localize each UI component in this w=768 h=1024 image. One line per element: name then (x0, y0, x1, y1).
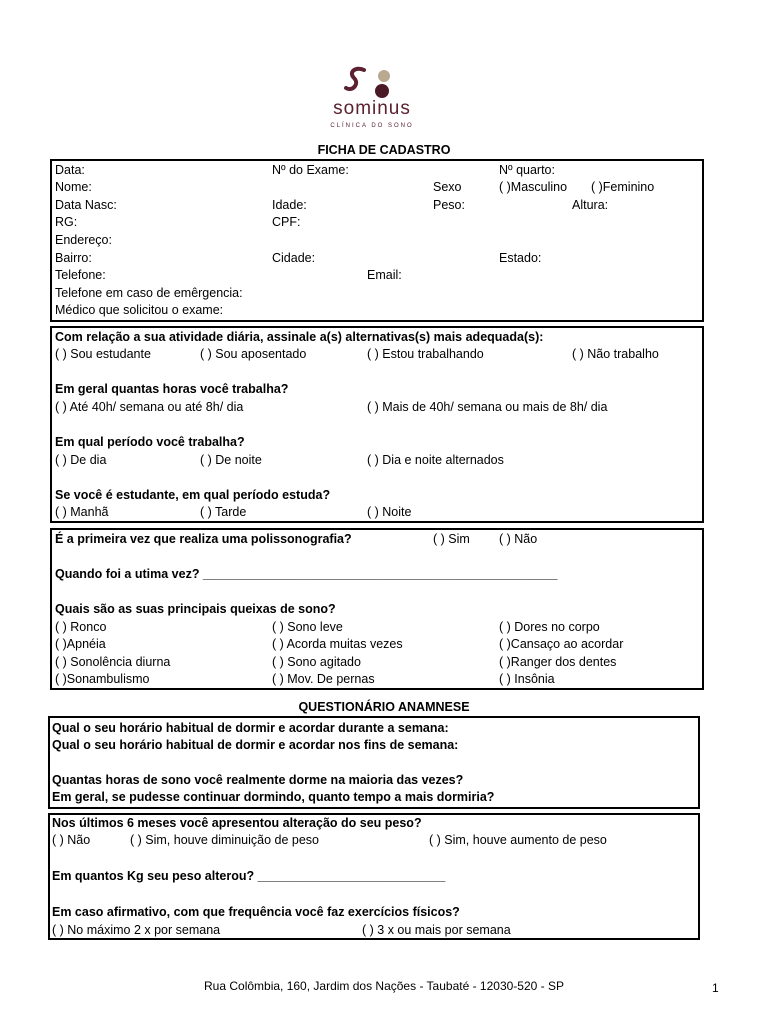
option-sonolencia[interactable]: ( ) Sonolência diurna (55, 655, 171, 669)
option-ate-40h[interactable]: ( ) Até 40h/ semana ou até 8h/ dia (55, 400, 244, 414)
option-ronco[interactable]: ( ) Ronco (55, 620, 107, 634)
last-time-field[interactable]: Quando foi a utima vez? ___________________________________________________ (55, 567, 558, 581)
logo-name: sominus (333, 98, 411, 119)
sleep-hours-question[interactable]: Quantas horas de sono você realmente dorme na maioria das vezes? (52, 773, 464, 787)
field-rg[interactable]: RG: (55, 215, 78, 229)
option-cansaco[interactable]: ( )Cansaço ao acordar (499, 637, 624, 651)
field-sexo: Sexo (433, 180, 462, 194)
study-period-question: Se você é estudante, em qual período estuda? (55, 488, 331, 502)
field-endereco[interactable]: Endereço: (55, 233, 112, 247)
hours-question: Em geral quantas horas você trabalha? (55, 382, 289, 396)
clinic-logo (312, 62, 432, 136)
exercise-question: Em caso afirmativo, com que frequência você faz exercícios físicos? (52, 905, 460, 919)
option-trabalhando[interactable]: ( ) Estou trabalhando (367, 347, 484, 361)
page-number: 1 (712, 981, 719, 995)
option-tarde[interactable]: ( ) Tarde (200, 505, 247, 519)
option-ranger[interactable]: ( )Ranger dos dentes (499, 655, 617, 669)
form-title: FICHA DE CADASTRO (317, 143, 451, 157)
option-estudante[interactable]: ( ) Sou estudante (55, 347, 151, 361)
field-bairro[interactable]: Bairro: (55, 251, 92, 265)
option-mais-40h[interactable]: ( ) Mais de 40h/ semana ou mais de 8h/ dia (367, 400, 608, 414)
option-insonia[interactable]: ( ) Insônia (499, 672, 555, 686)
option-sonambulismo[interactable]: ( )Sonambulismo (55, 672, 150, 686)
field-medico[interactable]: Médico que solicitou o exame: (55, 303, 224, 317)
weight-change-question: Nos últimos 6 meses você apresentou alteração do seu peso? (52, 816, 422, 830)
option-peso-diminuicao[interactable]: ( ) Sim, houve diminuição de peso (130, 833, 319, 847)
option-sim[interactable]: ( ) Sim (433, 532, 470, 546)
field-altura[interactable]: Altura: (572, 198, 609, 212)
option-acorda-muitas[interactable]: ( ) Acorda muitas vezes (272, 637, 403, 651)
weekday-schedule-question[interactable]: Qual o seu horário habitual de dormir e acordar durante a semana: (52, 721, 449, 735)
checkbox-masculino[interactable]: ( )Masculino (499, 180, 568, 194)
option-noite[interactable]: ( ) Noite (367, 505, 412, 519)
field-nome[interactable]: Nome: (55, 180, 92, 194)
field-tel-emergencia[interactable]: Telefone em caso de emêrgencia: (55, 286, 243, 300)
field-idade[interactable]: Idade: (272, 198, 307, 212)
footer-address: Rua Colômbia, 160, Jardim dos Nações - Taubaté - 12030-520 - SP (204, 979, 564, 993)
option-de-dia[interactable]: ( ) De dia (55, 453, 107, 467)
field-email[interactable]: Email: (367, 268, 402, 282)
field-data[interactable]: Data: (55, 163, 85, 177)
option-sono-agitado[interactable]: ( ) Sono agitado (272, 655, 361, 669)
anamnese-title: QUESTIONÁRIO ANAMNESE (298, 700, 470, 714)
weight-kg-field[interactable]: Em quantos Kg seu peso alterou? ___________________________ (52, 869, 446, 883)
option-aposentado[interactable]: ( ) Sou aposentado (200, 347, 307, 361)
field-peso[interactable]: Peso: (433, 198, 465, 212)
option-max-2x[interactable]: ( ) No máximo 2 x por semana (52, 923, 221, 937)
option-nao-trabalho[interactable]: ( ) Não trabalho (572, 347, 659, 361)
field-exame[interactable]: Nº do Exame: (272, 163, 349, 177)
extra-sleep-question[interactable]: Em geral, se pudesse continuar dormindo, quanto tempo a mais dormiria? (52, 790, 495, 804)
field-cidade[interactable]: Cidade: (272, 251, 316, 265)
complaints-question: Quais são as suas principais queixas de sono? (55, 602, 336, 616)
field-quarto[interactable]: Nº quarto: (499, 163, 555, 177)
option-peso-aumento[interactable]: ( ) Sim, houve aumento de peso (429, 833, 607, 847)
option-apneia[interactable]: ( )Apnéia (55, 637, 106, 651)
work-period-question: Em qual período você trabalha? (55, 435, 245, 449)
field-cpf[interactable]: CPF: (272, 215, 301, 229)
logo-mark-icon (312, 62, 432, 102)
option-mov-pernas[interactable]: ( ) Mov. De pernas (272, 672, 375, 686)
field-estado[interactable]: Estado: (499, 251, 542, 265)
logo-subtitle: CLÍNICA DO SONO (330, 123, 414, 129)
option-manha[interactable]: ( ) Manhã (55, 505, 109, 519)
field-data-nasc[interactable]: Data Nasc: (55, 198, 117, 212)
option-dores-corpo[interactable]: ( ) Dores no corpo (499, 620, 600, 634)
weekend-schedule-question[interactable]: Qual o seu horário habitual de dormir e acordar nos fins de semana: (52, 738, 459, 752)
option-peso-nao[interactable]: ( ) Não (52, 833, 91, 847)
first-time-question: É a primeira vez que realiza uma polissonografia? (55, 532, 352, 546)
field-telefone[interactable]: Telefone: (55, 268, 106, 282)
checkbox-feminino[interactable]: ( )Feminino (591, 180, 655, 194)
option-3x-mais[interactable]: ( ) 3 x ou mais por semana (362, 923, 511, 937)
activity-question: Com relação a sua atividade diária, assinale a(s) alternativas(s) mais adequada(s): (55, 330, 544, 344)
option-nao[interactable]: ( ) Não (499, 532, 538, 546)
option-de-noite[interactable]: ( ) De noite (200, 453, 262, 467)
option-sono-leve[interactable]: ( ) Sono leve (272, 620, 343, 634)
option-alternados[interactable]: ( ) Dia e noite alternados (367, 453, 504, 467)
